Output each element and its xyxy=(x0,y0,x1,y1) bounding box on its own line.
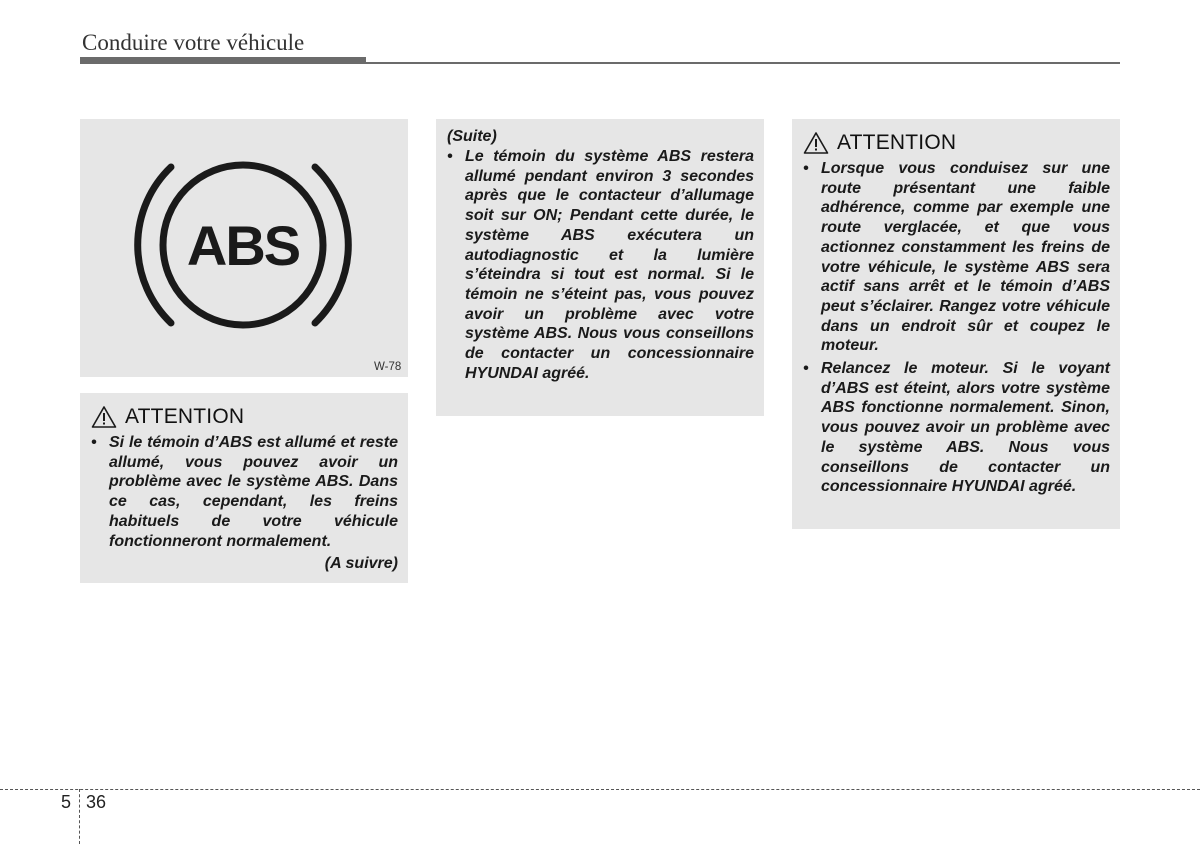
continued-box-list xyxy=(447,147,754,383)
header-rule-thin xyxy=(366,62,1120,64)
list-item-text: Lorsque vous conduisez sur une route présentant une faible adhérence, comme par exemple une route verglacée, et que vous actionnez constamment les freins de votre véhicule, le système ABS sera actif sans arrêt et le témoin d’ABS peut s’éclairer. Rangez votre véhicule dans un endroit sûr et coupez le moteur. xyxy=(821,160,1110,355)
page-number: 36 xyxy=(86,792,107,812)
abs-figure xyxy=(80,119,408,377)
figure-code: W-78 xyxy=(374,361,402,373)
bullet-dot: • xyxy=(803,360,809,378)
attention-box-1 xyxy=(80,393,408,583)
list-item-text: Le témoin du système ABS restera allumé pendant environ 3 secondes après que le contacteur d’allumage soit sur ON; Pendant cette durée, le système ABS exécutera un autodiagnostic et la lumière s’éteindra si tout est normal. Si le témoin ne s’éteint pas, vous pouvez avoir un problème avec votre système ABS. Nous vous conseillons de contacter un concessionnaire HYUNDAI agréé. xyxy=(465,148,754,382)
continue-note: (A suivre) xyxy=(324,555,398,573)
bullet-dot: • xyxy=(803,160,809,177)
header-rule-thick xyxy=(80,57,366,64)
list-item-text: Relancez le moteur. Si le voyant d’ABS est éteint, alors votre système ABS fonctionne normalement. Sinon, vous pouvez avoir un problème avec le système ABS. Nous vous conseillons de contacter un concessionnaire HYUNDAI agréé. xyxy=(821,360,1110,496)
abs-icon-text: ABS xyxy=(186,214,300,277)
list-item xyxy=(803,359,1110,497)
attention-box-2-heading xyxy=(803,129,1110,157)
footer-rule xyxy=(0,789,1200,790)
list-item xyxy=(803,159,1110,356)
attention-box-1-heading xyxy=(91,403,398,431)
page-header-title: Conduire votre véhicule xyxy=(82,30,305,55)
attention-box-2-title: ATTENTION xyxy=(837,131,957,154)
bullet-dot: • xyxy=(91,434,97,451)
attention-box-2 xyxy=(792,119,1120,529)
warning-triangle-icon xyxy=(91,405,117,429)
list-item xyxy=(447,147,754,383)
warning-triangle-icon xyxy=(803,131,829,155)
continued-box xyxy=(436,119,764,416)
page-chapter-number: 5 xyxy=(61,792,72,812)
attention-box-1-list xyxy=(91,433,398,551)
abs-warning-light-icon xyxy=(80,119,408,377)
list-item-text: Si le témoin d’ABS est allumé et reste allumé, vous pouvez avoir un problème avec le système ABS. Dans ce cas, cependant, les freins habituels de votre véhicule fonctionneront normalement. xyxy=(109,434,398,550)
list-item xyxy=(91,433,398,551)
suite-label: (Suite) xyxy=(447,128,497,145)
footer-divider xyxy=(79,789,80,844)
attention-box-2-list xyxy=(803,159,1110,497)
bullet-dot: • xyxy=(447,148,453,165)
attention-box-1-title: ATTENTION xyxy=(125,405,245,428)
